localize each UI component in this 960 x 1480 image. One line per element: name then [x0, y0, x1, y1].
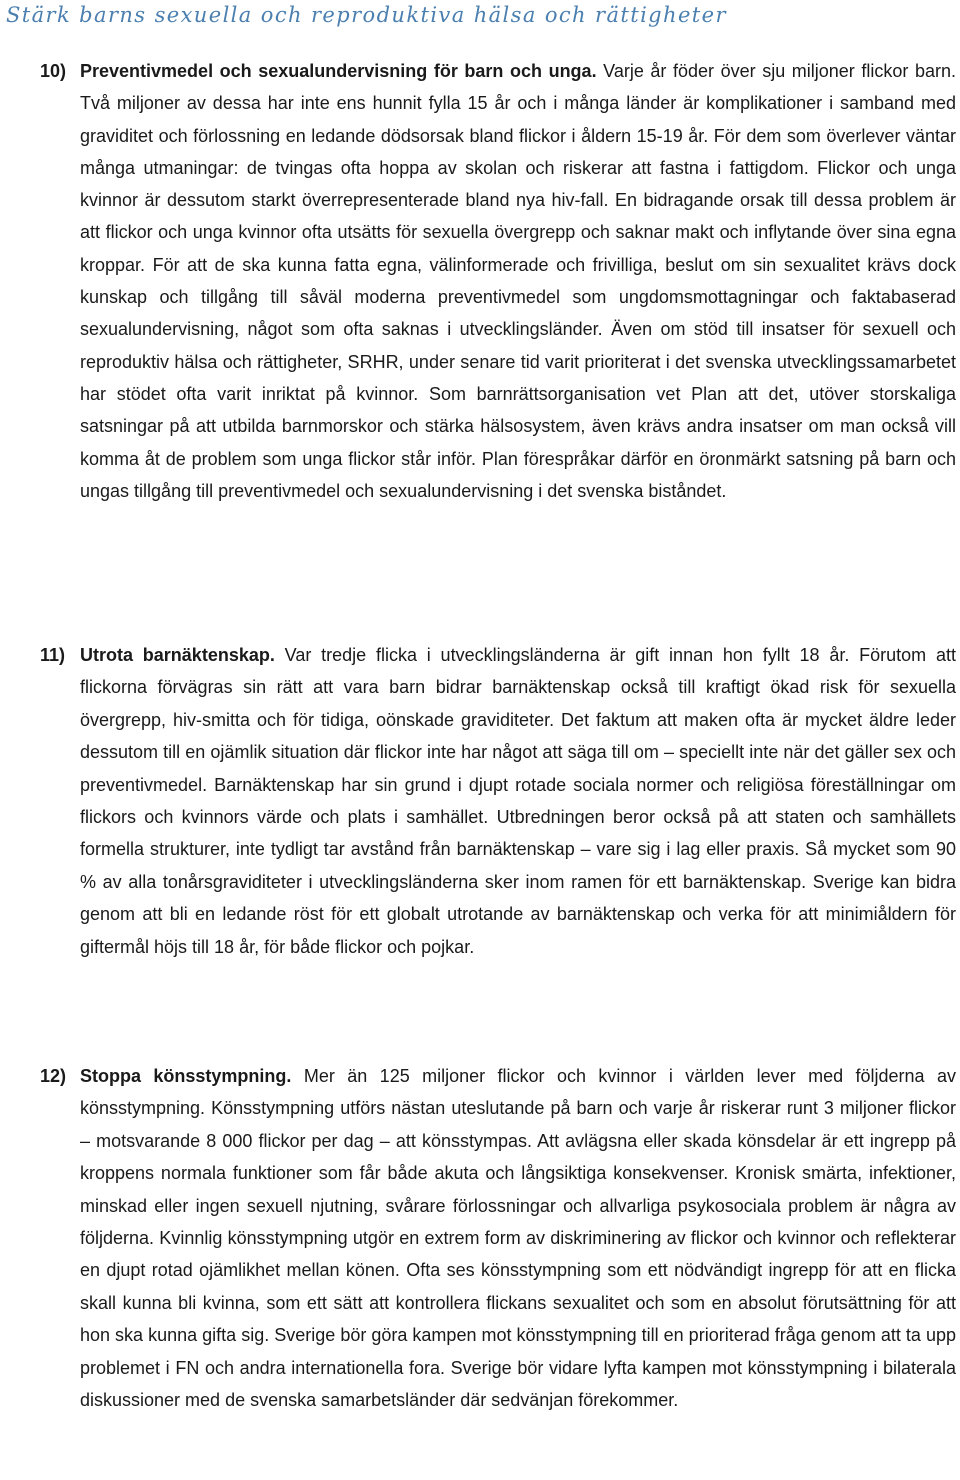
section-lead: Stoppa könsstympning.: [80, 1066, 292, 1086]
section-lead: Utrota barnäktenskap.: [80, 645, 275, 665]
section-paragraph: [80, 639, 956, 963]
section-body: Var tredje flicka i utvecklingsländerna är gift innan hon fyllt 18 år. Förutom att flickorna förvägras sin rätt att vara barn bidrar barnäktenskap också till kraftigt ökad risk för sexuella övergrepp, hiv-smitta och för tidiga, oönskade graviditeter. Det faktum att maken ofta är mycket äldre leder dessutom till en ojämlik situation där flickor inte har något att säga till om – speciellt inte när det gäller sex och preventivmedel. Barnäktenskap har sin grund i djupt rotade sociala normer och religiösa föreställningar om flickors och kvinnors värde och plats i samhället. Utbredningen beror också på att staten och samhällets formella strukturer, inte tydligt tar avstånd från barnäktenskap – vare sig i lag eller praxis. Så mycket som 90 % av alla tonårsgraviditeter i utvecklingsländerna sker inom ramen för ett barnäktenskap. Sverige kan bidra genom att bli en ledande röst för ett globalt utrotande av barnäktenskap och verka för att minimiåldern för giftermål höjs till 18 år, för både flickor och pojkar.: [80, 645, 956, 957]
section-10: [0, 55, 960, 507]
section-body: Mer än 125 miljoner flickor och kvinnor i världen lever med följderna av könsstympning. Könsstympning utförs nästan uteslutande på barn och varje år riskerar runt 3 miljoner flickor – motsvarande 8 000 flickor per dag – att könsstympas. Att avlägsna eller skada könsdelar är ett ingrepp på kroppens normala funktioner som får både akuta och långsiktiga konsekvenser. Kronisk smärta, infektioner, minskad eller ingen sexuell njutning, svårare förlossningar och allvarliga psykosociala problem är några av följderna. Kvinnlig könsstympning utgör en extrem form av diskriminering av flickor och kvinnor och reflekterar en djupt rotad ojämlikhet mellan könen. Ofta ses könsstympning som ett nödvändigt ingrepp för att en flicka skall kunna bli kvinna, som ett sätt att kontrollera flickans sexualitet och som en absolut förutsättning för att hon ska kunna gifta sig. Sverige bör göra kampen mot könsstympning till en prioriterad fråga genom att ta upp problemet i FN och andra internationella fora. Sverige bör vidare lyfta kampen mot könsstympning i bilaterala diskussioner med de svenska samarbetsländer där sedvänjan förekommer.: [80, 1066, 956, 1411]
section-12: [0, 1060, 960, 1416]
section-body: Varje år föder över sju miljoner flickor barn. Två miljoner av dessa har inte ens hunnit fylla 15 år och i många länder är komplikationer i samband med graviditet och förlossning en ledande dödsorsak bland flickor i åldern 15-19 år. För dem som överlever väntar många utmaningar: de tvingas ofta hoppa av skolan och riskerar att fastna i fattigdom. Flickor och unga kvinnor är dessutom starkt överrepresenterade bland nya hiv-fall. En bidragande orsak till dessa problem är att flickor och unga kvinnor ofta utsätts för sexuella övergrepp och saknar makt och inflytande över sina egna kroppar. För att de ska kunna fatta egna, välinformerade och frivilliga, beslut om sin sexualitet krävs dock kunskap och tillgång till såväl moderna preventivmedel som ungdomsmottagningar och faktabaserad sexualundervisning, något som ofta saknas i utvecklingsländer. Även om stöd till insatser för sexuell och reproduktiv hälsa och rättigheter, SRHR, under senare tid varit prioriterat i det svenska utvecklingssamarbetet har stödet ofta varit inriktat på kvinnor. Som barnrättsorganisation vet Plan att det, utöver storskaliga satsningar på att utbilda barnmorskor och stärka hälsosystem, även krävs andra insatser om man också vill komma åt de problem som unga flickor står inför. Plan förespråkar därför en öronmärkt satsning på barn och ungas tillgång till preventivmedel och sexualundervisning i det svenska biståndet.: [80, 61, 956, 501]
section-number: 12): [40, 1066, 67, 1086]
section-paragraph: [80, 55, 956, 507]
document-header: Stärk barns sexuella och reproduktiva hälsa och rättigheter: [6, 3, 727, 27]
section-number: 11): [40, 645, 66, 665]
section-11: [0, 639, 960, 963]
section-number: 10): [40, 61, 67, 81]
section-paragraph: [80, 1060, 956, 1416]
section-lead: Preventivmedel och sexualundervisning för barn och unga.: [80, 61, 597, 81]
